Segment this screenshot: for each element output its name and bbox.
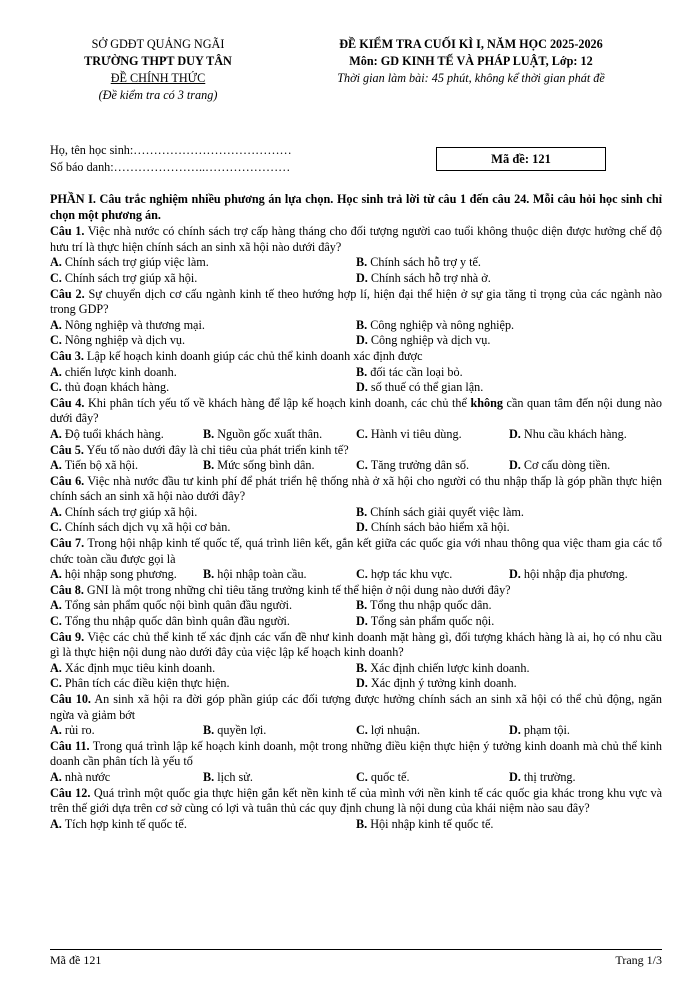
options [50,427,662,443]
school-name: TRƯỜNG THPT DUY TÂN [84,54,232,68]
option-a: A. Tổng sản phẩm quốc nội bình quân đầu người. [50,598,293,613]
question-3 [50,349,662,365]
option-a: A. Tiến bộ xã hội. [50,458,139,473]
exam-header [0,36,694,126]
option-b: B. Xác định chiến lược kinh doanh. [356,660,530,675]
question-text: GNI là một trong những chỉ tiêu tăng trưởng kinh tế thể hiện ở nội dung nào dưới đây? [83,582,511,597]
option-c: C. Tổng thu nhập quốc dân bình quân đầu người. [50,614,290,629]
option-a: A. nhà nước [50,769,111,784]
option-d: D. phạm tội. [509,723,570,738]
subject-line: Môn: GD KINH TẾ VÀ PHÁP LUẬT, Lớp: 12 [349,54,593,68]
question-number: Câu 11. [50,738,90,753]
question-2 [50,287,662,318]
question-number: Câu 4. [50,395,85,410]
footer-exam-code: Mã đề 121 [50,953,102,967]
part-heading: PHẦN I. Câu trắc nghiệm nhiều phương án lựa chọn. Học sinh trả lời từ câu 1 đến câu 24. Mỗi câu hỏi học sinh chỉ chọn một phương án. [50,192,662,222]
options [50,318,662,349]
option-a: A. hội nhập song phương. [50,567,177,582]
option-c: C. Hành vi tiêu dùng. [356,426,462,441]
header-left [42,36,274,104]
question-text: Sự chuyển dịch cơ cấu ngành kinh tế theo hướng hợp lí, hiện đại thể hiện ở sự gia tăng tỉ trọng của các ngành nào trong GDP? [50,286,662,317]
official-label: ĐỀ CHÍNH THỨC [110,71,206,85]
option-d: D. thị trường. [509,769,576,784]
option-c: C. Chính sách trợ giúp xã hội. [50,270,198,285]
option-c: C. hợp tác khu vực. [356,567,453,582]
option-a: A. Chính sách trợ giúp việc làm. [50,255,209,270]
student-name-line: Họ, tên học sinh:………………………………… [50,143,292,157]
question-number: Câu 2. [50,286,85,301]
department-name: SỞ GDĐT QUẢNG NGÃI [91,37,225,51]
option-b: B. lịch sử. [203,769,253,784]
pages-note: (Đề kiểm tra có 3 trang) [98,88,218,102]
question-6 [50,474,662,505]
option-a: A. chiến lược kinh doanh. [50,364,177,379]
question-12 [50,786,662,817]
option-b: B. Công nghiệp và nông nghiệp. [356,317,515,332]
option-b: B. Mức sống bình dân. [203,458,315,473]
option-d: D. Cơ cấu dòng tiền. [509,458,611,473]
option-d: D. số thuế có thể gian lận. [356,380,484,395]
question-text: Khi phân tích yếu tố về khách hàng để lập kế hoạch kinh doanh, các chủ thể [84,395,471,410]
option-a: A. Xác định mục tiêu kinh doanh. [50,660,216,675]
option-d: D. hội nhập địa phương. [509,567,628,582]
options [50,567,662,583]
question-emphasis: không [470,395,503,410]
option-c: C. Nông nghiệp và dịch vụ. [50,333,186,348]
option-a: A. Độ tuổi khách hàng. [50,426,164,441]
question-7 [50,536,662,567]
question-number: Câu 9. [50,629,85,644]
question-1 [50,224,662,255]
options [50,598,662,629]
time-line: Thời gian làm bài: 45 phút, không kể thời gian phát đề [337,71,605,85]
question-11 [50,739,662,770]
option-b: B. Chính sách giải quyết việc làm. [356,504,524,519]
question-number: Câu 7. [50,536,85,551]
question-text: Lập kế hoạch kinh doanh giúp các chủ thể kinh doanh xác định được [83,348,423,363]
option-d: D. Chính sách bảo hiểm xã hội. [356,520,510,535]
options [50,770,662,786]
question-text: Việc nhà nước có chính sách trợ cấp hàng tháng cho đối tượng người cao tuổi không thuộc diện được hưởng chế độ hưu trí là thực hiện chính sách an sinh xã hội nào dưới đây? [50,224,662,254]
question-4 [50,396,662,427]
question-10 [50,692,662,723]
option-c: C. Tăng trưởng dân số. [356,458,470,473]
option-c: C. Phân tích các điều kiện thực hiện. [50,676,230,691]
exam-title: ĐỀ KIỂM TRA CUỐI KÌ I, NĂM HỌC 2025-2026 [339,37,603,51]
option-b: B. Nguồn gốc xuất thân. [203,426,323,441]
exam-content [50,192,662,832]
option-d: D. Tổng sản phẩm quốc nội. [356,614,495,629]
option-c: C. lợi nhuận. [356,723,421,738]
option-d: D. Nhu cầu khách hàng. [509,426,627,441]
page-footer [50,949,662,968]
question-text: Trong hội nhập kinh tế quốc tế, quá trình liên kết, gắn kết giữa các quốc gia với nhau thông qua việc tham gia các tổ chức toàn cầu được gọi là [50,536,662,566]
options [50,661,662,692]
option-b: B. quyền lợi. [203,723,267,738]
options [50,255,662,286]
exam-code-box: Mã đề: 121 [436,147,606,171]
footer-page-number: Trang 1/3 [615,953,662,967]
option-b: B. Hội nhập kinh tế quốc tế. [356,816,494,831]
question-number: Câu 6. [50,473,85,488]
options [50,817,662,833]
question-5 [50,443,662,459]
question-text: An sinh xã hội ra đời góp phần giúp các đối tượng được hưởng chính sách an sinh xã hội có thể chủ động, ngăn ngừa và giảm bớt [50,692,662,722]
question-9 [50,630,662,661]
question-text: Yếu tố nào dưới đây là chỉ tiêu của phát triển kinh tế? [83,442,349,457]
question-text: Việc các chủ thể kinh tế xác định các vấn đề như kinh doanh mặt hàng gì, đối tượng khách hàng là ai, họ có nhu cầu gì là thực hiện nội dung nào dưới đây của việc lập kế hoạch kinh doanh? [50,629,662,660]
option-c: C. quốc tế. [356,769,410,784]
question-text: Trong quá trình lập kế hoạch kinh doanh, một trong những điều kiện thực hiện ý tưởng kinh doanh mà chủ thể kinh doanh cần phân tích là yếu tố [50,738,662,769]
question-number: Câu 5. [50,442,84,457]
option-a: A. Nông nghiệp và thương mại. [50,317,205,332]
option-b: B. hội nhập toàn cầu. [203,567,307,582]
question-number: Câu 12. [50,785,91,800]
question-8 [50,583,662,599]
option-d: D. Chính sách hỗ trợ nhà ở. [356,270,491,285]
question-number: Câu 10. [50,692,91,706]
option-c: C. Chính sách dịch vụ xã hội cơ bản. [50,520,231,535]
question-text: Việc nhà nước đầu tư kinh phí để phát triển hệ thống nhà ở xã hội cho người có thu nhập thấp là góp phần thực hiện chính sách an sinh xã hội nào dưới đây? [50,473,662,504]
option-b: B. Tổng thu nhập quốc dân. [356,598,492,613]
option-a: A. rủi ro. [50,723,95,738]
option-a: A. Chính sách trợ giúp xã hội. [50,504,198,519]
option-b: B. Chính sách hỗ trợ y tế. [356,255,481,270]
option-a: A. Tích hợp kinh tế quốc tế. [50,816,187,831]
question-number: Câu 8. [50,582,84,597]
options [50,365,662,396]
header-right [276,36,666,87]
student-info [50,142,292,176]
options [50,505,662,536]
option-b: B. đối tác cần loại bỏ. [356,364,463,379]
options [50,458,662,474]
student-id-line: Số báo danh:…………………..………………… [50,160,291,174]
question-text: Quá trình một quốc gia thực hiện gắn kết nền kinh tế của mình với nền kinh tế các quốc gia khác trong khu vực và trên thế giới dựa trên cơ sở cùng có lợi và tuân thủ các quy định chung là nội dung của khái niệm nào sau đây? [50,785,662,816]
option-d: D. Xác định ý tưởng kinh doanh. [356,676,517,691]
options [50,723,662,739]
option-c: C. thủ đoạn khách hàng. [50,380,170,395]
option-d: D. Công nghiệp và dịch vụ. [356,333,491,348]
question-number: Câu 3. [50,348,84,363]
question-number: Câu 1. [50,224,85,239]
question-text-end: cần quan tâm đến nội dung nào dưới đây? [50,395,662,426]
